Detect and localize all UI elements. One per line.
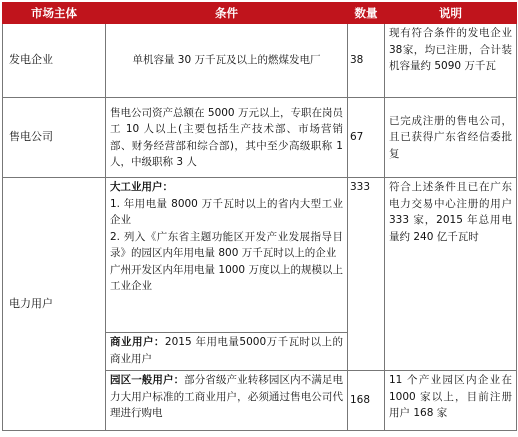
large-users-item2: 2. 列入《广东省主题功能区开发产业发展指导目录》的园区内年用电量 800 万千瓦时以上的企业 [110,230,343,259]
commercial-users-condition [106,333,348,371]
market-entity-table [2,2,517,431]
park-users-count: 168 [348,371,385,431]
header-entity: 市场主体 [3,3,106,24]
large-users-title: 大工业用户： [110,181,173,193]
retailer-note: 已完成注册的售电公司，且已获得广东省经信委批复 [385,98,517,178]
table-row-generator [3,24,517,98]
header-note: 说明 [385,3,517,24]
table-row-large-users [3,178,517,333]
large-users-condition [106,178,348,333]
generator-condition: 单机容量 30 万千瓦及以上的燃煤发电厂 [106,24,348,98]
table-row-retailer [3,98,517,178]
park-users-note: 11 个产业园区内企业在 1000 家以上，目前注册用户 168 家 [385,371,517,431]
retailer-condition: 售电公司资产总额在 5000 万元以上，专职在岗员工 10 人以上(主要包括生产技术部、市场营销部、财务经营部和综合部)，其中至少高级职称 1 人，中级职称 3 人 [106,98,348,178]
generator-note: 现有符合条件的发电企业38家，均已注册，合计装机容量约 5090 万千瓦 [385,24,517,98]
commercial-users-title: 商业用户： [110,336,165,348]
large-users-note: 符合上述条件且已在广东电力交易中心注册的用户 333 家，2015 年总用电量约 240 亿千瓦时 [385,178,517,371]
large-users-item1: 1. 年用电量 8000 万千瓦时以上的省内大型工业企业 [110,197,343,226]
park-users-condition [106,371,348,431]
generator-count: 38 [348,24,385,98]
generator-entity: 发电企业 [3,24,106,98]
park-users-title: 园区一般用户： [110,374,185,386]
commercial-users-text: 2015 年用电量5000万千瓦时以上的商业用户 [110,336,344,365]
retailer-count: 67 [348,98,385,178]
retailer-entity: 售电公司 [3,98,106,178]
header-count: 数量 [348,3,385,24]
users-entity: 电力用户 [3,178,106,431]
header-condition: 条件 [106,3,348,24]
table-header-row [3,3,517,24]
park-users-text: 部分省级产业转移园区内不满足电力大用户标准的工商业用户，必须通过售电公司代理进行购电 [110,374,344,419]
large-users-item3: 广州开发区内年用电量 1000 万度以上的规模以上工业企业 [110,263,343,292]
large-users-count: 333 [348,178,385,371]
